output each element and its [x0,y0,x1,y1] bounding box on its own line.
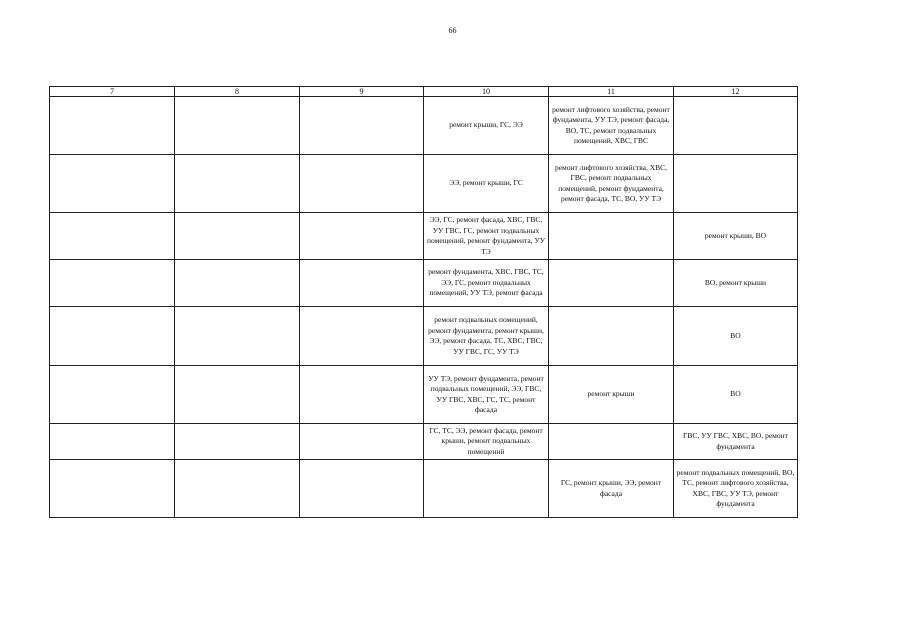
table-cell: ВО [674,307,798,366]
column-header-9: 9 [300,87,424,97]
table-cell [549,307,674,366]
table-cell [50,307,175,366]
table-cell: ВО, ремонт крыши [674,260,798,307]
table-cell: ГВС, УУ ГВС, ХВС, ВО, ремонт фундамента [674,424,798,460]
table-cell: ЭЭ, ремонт крыши, ГС [424,155,549,213]
table-cell: ВО [674,366,798,424]
table-cell [424,460,549,518]
table-cell [300,97,424,155]
table-row [50,307,798,366]
table-cell: ремонт крыши, ГС, ЭЭ [424,97,549,155]
table-cell [175,307,300,366]
table-cell [175,460,300,518]
table-cell: ремонт лифтового хозяйства, ремонт фундамента, УУ ТЭ, ремонт фасада, ВО, ТС, ремонт подвальных помещений, ХВС, ГВС [549,97,674,155]
table-cell [50,155,175,213]
table-cell [549,424,674,460]
table-cell [549,213,674,260]
table-row [50,460,798,518]
table-cell: ремонт подвальных помещений, ремонт фундамента, ремонт крыши, ЭЭ, ремонт фасада, ТС, ХВС, ГВС, УУ ГВС, ГС, УУ ТЭ [424,307,549,366]
table-cell [50,260,175,307]
table-cell [300,366,424,424]
table-cell [549,260,674,307]
table-cell [674,97,798,155]
table-cell: ГС, ремонт крыши, ЭЭ, ремонт фасада [549,460,674,518]
page-number: 66 [448,26,457,35]
table-row [50,366,798,424]
column-header-11: 11 [549,87,674,97]
table-cell [300,460,424,518]
column-header-8: 8 [175,87,300,97]
table-cell [300,260,424,307]
table-cell: ЭЭ, ГС, ремонт фасада, ХВС, ГВС, УУ ГВС, ГС, ремонт подвальных помещений, ремонт фундамента, УУ ТЭ [424,213,549,260]
table-cell [50,460,175,518]
works-table [49,86,798,518]
table-cell [50,97,175,155]
table-cell [175,213,300,260]
table-cell [50,366,175,424]
table-cell [175,97,300,155]
table-row [50,155,798,213]
table-cell: УУ ТЭ, ремонт фундамента, ремонт подвальных помещений, ЭЭ, ГВС, УУ ГВС, ХВС, ГС, ТС, ремонт фасада [424,366,549,424]
table-cell: ремонт лифтового хозяйства, ХВС, ГВС, ремонт подвальных помещений, ремонт фундамента, ремонт фасада, ТС, ВО, УУ ТЭ [549,155,674,213]
table-cell [674,155,798,213]
column-header-12: 12 [674,87,798,97]
table-cell: ремонт крыши [549,366,674,424]
table-cell [175,155,300,213]
table-cell [175,366,300,424]
table-cell: ремонт подвальных помещений, ВО, ТС, ремонт лифтового хозяйства, ХВС, ГВС, УУ ТЭ, ремонт фундамента [674,460,798,518]
table-cell [175,260,300,307]
table-row [50,213,798,260]
header-row [50,87,798,97]
table-row [50,260,798,307]
table-cell [175,424,300,460]
table-cell: ГС, ТС, ЭЭ, ремонт фасада, ремонт крыши, ремонт подвальных помещений [424,424,549,460]
column-header-7: 7 [50,87,175,97]
table-cell [300,424,424,460]
table-cell [300,307,424,366]
table-cell [50,424,175,460]
table-cell [50,213,175,260]
table-cell: ремонт фундамента, ХВС, ГВС, ТС, ЭЭ, ГС, ремонт подвальных помещений, УУ ТЭ, ремонт фасада [424,260,549,307]
column-header-10: 10 [424,87,549,97]
table-cell: ремонт крыши, ВО [674,213,798,260]
table-cell [300,155,424,213]
table-cell [300,213,424,260]
table-row [50,424,798,460]
table-row [50,97,798,155]
